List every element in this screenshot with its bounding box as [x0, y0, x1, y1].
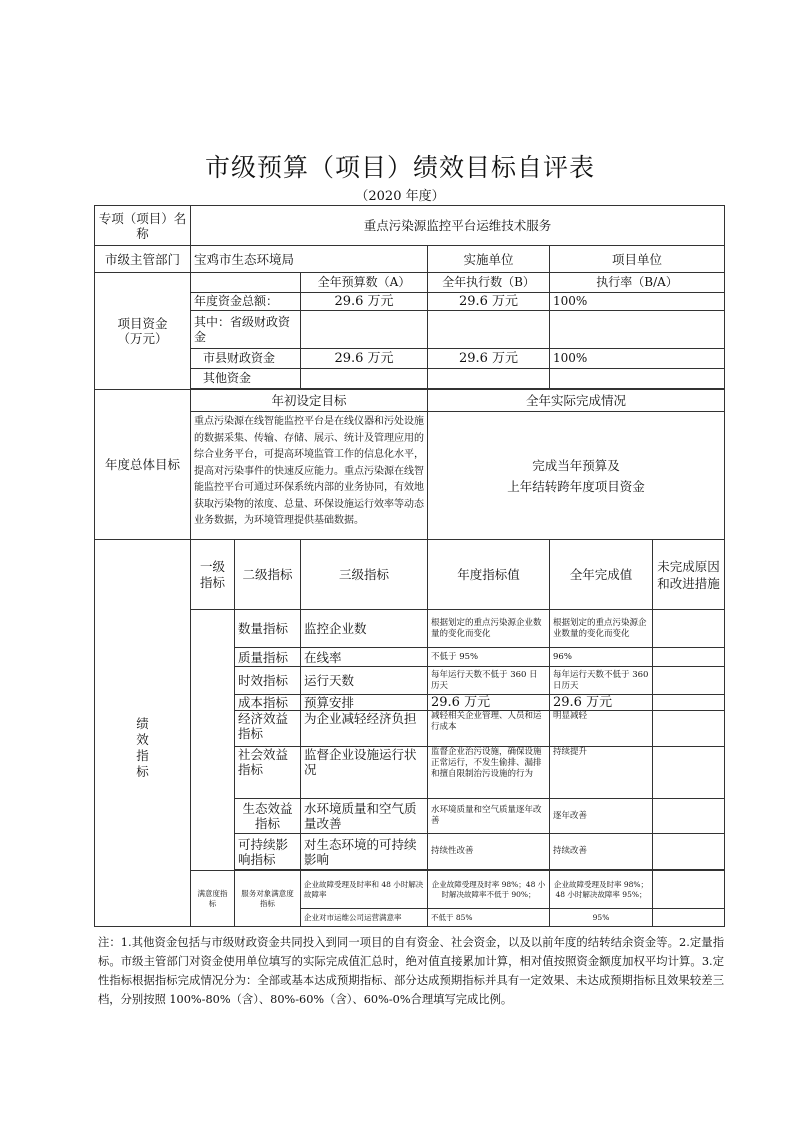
l3-cell: 监督企业设施运行状况 — [301, 747, 428, 799]
l3-cell: 运行天数 — [301, 667, 428, 695]
col-exec: 全年执行数（B） — [428, 273, 550, 293]
footnote: 注：1.其他资金包括与市级财政资金共同投入到同一项目的自有资金、社会资金，以及以前年度的结转结余资金等。2.定量指标。市级主管部门对资金使用单位填写的实际完成值汇总时，绝对值直接累加计算，相对值按照资金额度加权平均计算。3.定性指标根据指标完成情况分为：全部或基本达成预期指标、部分达成预期指标并具有一定效果、未达成预期指标且效果较差三档，分别按照 100%-80%（含）、80%-60%（含）、60%-0%合理填写完成比例。 — [98, 936, 724, 1006]
goals-actual-text: 完成当年预算及 上年结转跨年度项目资金 — [428, 412, 725, 540]
l2-cell: 可持续影响指标 — [235, 834, 301, 870]
actual-cell: 持续提升 — [550, 747, 653, 799]
header-target: 年度指标值 — [428, 540, 550, 610]
reason-cell — [653, 648, 725, 667]
l2-cell: 生态效益指标 — [235, 799, 301, 834]
indicators-label: 绩 效 指 标 — [95, 540, 191, 927]
fund-budget: 29.6 万元 — [301, 293, 428, 311]
satisfaction-l1: 满意度指标 — [191, 871, 235, 927]
header-actual: 全年完成值 — [550, 540, 653, 610]
year-label: （2020 年度） — [355, 189, 445, 204]
header-level1: 一级指标 — [191, 540, 235, 610]
reason-cell — [653, 799, 725, 834]
reason-cell — [653, 711, 725, 747]
fund-exec — [428, 311, 550, 349]
goals-initial-header: 年初设定目标 — [191, 390, 428, 412]
satisfaction-l2: 服务对象满意度指标 — [235, 871, 301, 927]
l3-cell: 企业对市运维公司运营满意率 — [301, 909, 428, 927]
funds-label: 项目资金 （万元） — [95, 273, 191, 390]
l2-cell: 质量指标 — [235, 648, 301, 667]
fund-rate: 100% — [550, 349, 725, 369]
actual-cell: 企业故障受理及时率 98%；48 小时解决故障率 95%； — [550, 871, 653, 909]
target-cell: 水环境质量和空气质量逐年改善 — [428, 799, 550, 834]
target-cell: 减轻相关企业管理、人员和运行成本 — [428, 711, 550, 747]
impl-value: 项目单位 — [550, 246, 725, 273]
actual-cell: 95% — [550, 909, 653, 927]
reason-cell — [653, 871, 725, 909]
level1-blank — [191, 610, 235, 871]
fund-rate: 100% — [550, 293, 725, 311]
reason-cell — [653, 747, 725, 799]
col-budget: 全年预算数（A） — [301, 273, 428, 293]
goals-actual-header: 全年实际完成情况 — [428, 390, 725, 412]
project-name-label: 专项（项目）名称 — [95, 206, 191, 246]
col-rate: 执行率（B/A） — [550, 273, 725, 293]
actual-cell: 29.6 万元 — [550, 695, 653, 711]
l3-cell: 水环境质量和空气质量改善 — [301, 799, 428, 834]
fund-exec — [428, 369, 550, 389]
fund-exec: 29.6 万元 — [428, 349, 550, 369]
actual-cell: 明显减轻 — [550, 711, 653, 747]
impl-label: 实施单位 — [428, 246, 550, 273]
fund-budget: 29.6 万元 — [301, 349, 428, 369]
reason-cell — [653, 909, 725, 927]
page-title: 市级预算（项目）绩效目标自评表 — [204, 153, 595, 182]
l2-cell: 时效指标 — [235, 667, 301, 695]
target-cell: 企业故障受理及时率 98%；48 小时解决故障率不低于 90%； — [428, 871, 550, 909]
fund-row-province: 其中：省级财政资金 — [191, 311, 301, 349]
evaluation-table — [94, 205, 725, 927]
l2-cell: 社会效益指标 — [235, 747, 301, 799]
actual-cell: 持续改善 — [550, 834, 653, 870]
fund-budget — [301, 311, 428, 349]
header-level3: 三级指标 — [301, 540, 428, 610]
fund-row-total: 年度资金总额： — [191, 293, 301, 311]
fund-budget — [301, 369, 428, 389]
target-cell: 29.6 万元 — [428, 695, 550, 711]
l3-cell: 为企业减轻经济负担 — [301, 711, 428, 747]
l3-cell: 预算安排 — [301, 695, 428, 711]
target-cell: 持续性改善 — [428, 834, 550, 870]
fund-row-other: 其他资金 — [191, 369, 301, 389]
header-reason: 未完成原因和改进措施 — [653, 540, 725, 610]
dept-label: 市级主管部门 — [95, 246, 191, 273]
actual-cell: 每年运行天数不低于 360 日历天 — [550, 667, 653, 695]
target-cell: 根据划定的重点污染源企业数量的变化而变化 — [428, 610, 550, 648]
target-cell: 不低于 95% — [428, 648, 550, 667]
reason-cell — [653, 667, 725, 695]
actual-cell: 根据划定的重点污染源企业数量的变化而变化 — [550, 610, 653, 648]
reason-cell — [653, 834, 725, 870]
fund-rate — [550, 311, 725, 349]
dept-value: 宝鸡市生态环境局 — [191, 246, 428, 273]
l3-cell: 对生态环境的可持续影响 — [301, 834, 428, 870]
actual-cell: 96% — [550, 648, 653, 667]
l3-cell: 在线率 — [301, 648, 428, 667]
l2-cell: 数量指标 — [235, 610, 301, 648]
goals-initial-text: 重点污染源在线智能监控平台是在线仪器和污处设施的数据采集、传输、存储、展示、统计及管理应用的综合业务平台，可提高环境监管工作的信息化水平，提高对污染事件的快速反应能力。重点污染源在线智能监控平台可通过环保系统内部的业务协同，有效地获取污染物的浓度、总量、环保设施运行效率等动态业务数据，为环境管理提供基础数据。 — [191, 412, 428, 540]
target-cell: 监督企业治污设施，确保设施正常运行，不发生偷排、漏排和擅自限制治污设施的行为 — [428, 747, 550, 799]
fund-exec: 29.6 万元 — [428, 293, 550, 311]
goals-label: 年度总体目标 — [95, 390, 191, 540]
fund-row-city: 市县财政资金 — [191, 349, 301, 369]
l2-cell: 经济效益指标 — [235, 711, 301, 747]
l3-cell: 监控企业数 — [301, 610, 428, 648]
reason-cell — [653, 610, 725, 648]
actual-cell: 逐年改善 — [550, 799, 653, 834]
target-cell: 不低于 85% — [428, 909, 550, 927]
header-level2: 二级指标 — [235, 540, 301, 610]
fund-rate — [550, 369, 725, 389]
reason-cell — [653, 695, 725, 711]
target-cell: 每年运行天数不低于 360 日历天 — [428, 667, 550, 695]
project-name-value: 重点污染源监控平台运维技术服务 — [191, 206, 725, 246]
l3-cell: 企业故障受理及时率和 48 小时解决故障率 — [301, 871, 428, 909]
l2-cell: 成本指标 — [235, 695, 301, 711]
